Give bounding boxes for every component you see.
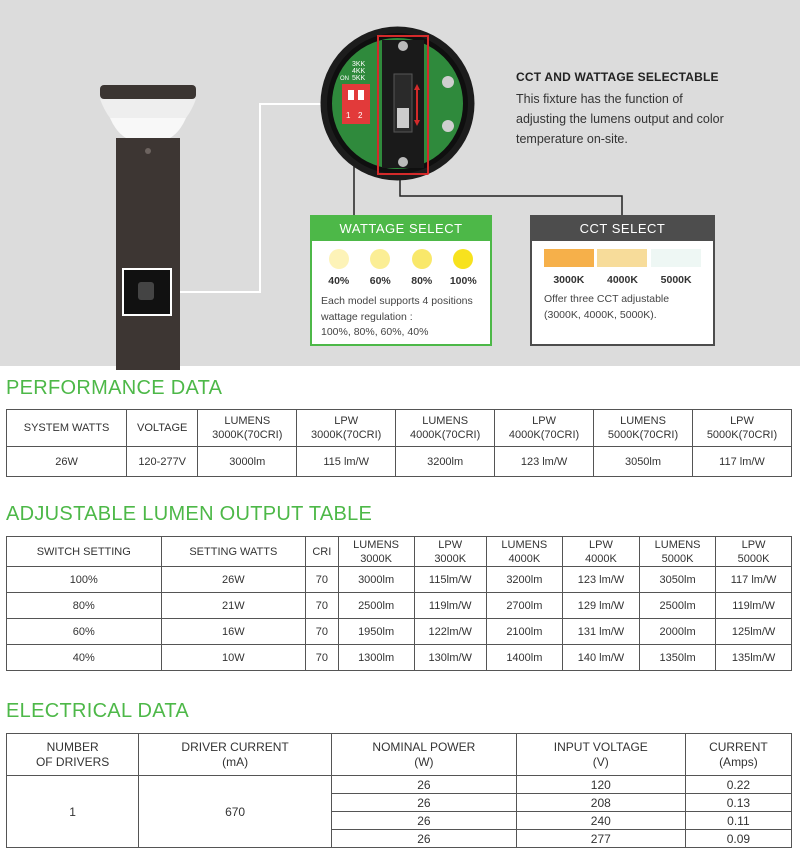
column-header bbox=[306, 537, 338, 567]
svg-text:3KK: 3KK bbox=[352, 61, 366, 68]
table-row bbox=[7, 776, 792, 794]
cct-option-label: 4000K bbox=[607, 274, 638, 286]
column-header bbox=[685, 734, 791, 776]
table-row bbox=[7, 645, 792, 671]
column-header-line: LPW bbox=[741, 538, 766, 551]
feature-hero-panel bbox=[0, 0, 800, 366]
table-cell: 125lm/W bbox=[716, 619, 792, 645]
table-cell: 208 bbox=[516, 794, 685, 812]
column-header bbox=[7, 410, 127, 447]
table-cell: 115 lm/W bbox=[297, 447, 396, 477]
column-header-line: NUMBER bbox=[46, 739, 99, 754]
table-cell: 3200lm bbox=[396, 447, 495, 477]
column-header bbox=[486, 537, 562, 567]
table-cell: 277 bbox=[516, 830, 685, 848]
table-cell: 60% bbox=[7, 619, 162, 645]
column-header-line: LUMENS bbox=[422, 415, 469, 427]
wattage-level-swatch bbox=[370, 249, 390, 269]
column-header-line: 5000K bbox=[737, 552, 770, 565]
svg-text:1: 1 bbox=[346, 111, 351, 120]
wattage-note-line: wattage regulation : bbox=[321, 310, 413, 323]
cct-option bbox=[650, 249, 702, 286]
adjustable-lumen-title: ADJUSTABLE LUMEN OUTPUT TABLE bbox=[6, 503, 373, 525]
cct-note-line: (3000K, 4000K, 5000K). bbox=[544, 308, 657, 321]
table-cell: 100% bbox=[7, 567, 162, 593]
wattage-level bbox=[402, 249, 442, 287]
wattage-note bbox=[312, 287, 490, 341]
table-cell: 21W bbox=[161, 593, 306, 619]
column-header-line: CRI bbox=[312, 545, 332, 558]
column-header-line: LPW bbox=[589, 538, 613, 551]
table-cell: 70 bbox=[306, 645, 338, 671]
wattage-level bbox=[319, 249, 359, 287]
bollard-light-fixture bbox=[88, 60, 208, 370]
cct-option bbox=[596, 249, 648, 286]
column-header bbox=[495, 410, 594, 447]
column-header-line: 3000K bbox=[434, 552, 467, 565]
column-header-line: VOLTAGE bbox=[137, 422, 188, 434]
column-header bbox=[516, 734, 685, 776]
table-cell: 140 lm/W bbox=[562, 645, 639, 671]
table-cell: 26W bbox=[7, 447, 127, 477]
table-cell: 119lm/W bbox=[414, 593, 486, 619]
table-cell: 0.09 bbox=[685, 830, 791, 848]
table-cell: 3200lm bbox=[486, 567, 562, 593]
column-header-line: (W) bbox=[414, 754, 434, 769]
column-header bbox=[414, 537, 486, 567]
wattage-note-line: Each model supports 4 positions bbox=[321, 295, 473, 307]
table-cell: 129 lm/W bbox=[562, 593, 639, 619]
column-header bbox=[139, 734, 332, 776]
table-cell: 3000lm bbox=[338, 567, 414, 593]
column-header bbox=[338, 537, 414, 567]
column-header-line: LPW bbox=[730, 415, 754, 427]
column-header-line: SYSTEM WATTS bbox=[23, 422, 110, 434]
table-cell: 2100lm bbox=[486, 619, 562, 645]
column-header-line: 4000K bbox=[508, 552, 541, 565]
driver-count-cell: 1 bbox=[7, 776, 139, 848]
column-header-line: 5000K bbox=[661, 552, 694, 565]
column-header-line: 3000K(70CRI) bbox=[212, 429, 283, 441]
wattage-level-swatch bbox=[412, 249, 432, 269]
column-header-line: LPW bbox=[532, 415, 556, 427]
table-cell: 2500lm bbox=[640, 593, 716, 619]
table-cell: 1350lm bbox=[640, 645, 716, 671]
table-cell: 16W bbox=[161, 619, 306, 645]
cct-color-swatch bbox=[544, 249, 594, 267]
table-cell: 3000lm bbox=[198, 447, 297, 477]
table-cell: 130lm/W bbox=[414, 645, 486, 671]
column-header bbox=[692, 410, 791, 447]
column-header-line: LUMENS bbox=[654, 538, 701, 551]
electrical-data-title: ELECTRICAL DATA bbox=[6, 700, 190, 722]
column-header-line: 3000K(70CRI) bbox=[311, 429, 382, 441]
cct-color-swatch bbox=[651, 249, 701, 267]
table-row bbox=[7, 593, 792, 619]
cct-option-label: 5000K bbox=[660, 274, 692, 286]
table-cell: 26 bbox=[331, 812, 516, 830]
column-header-line: (Amps) bbox=[719, 754, 758, 769]
table-cell: 117 lm/W bbox=[692, 447, 791, 477]
cct-note bbox=[532, 286, 713, 323]
table-cell: 70 bbox=[306, 593, 338, 619]
table-cell: 135lm/W bbox=[716, 645, 792, 671]
wattage-level bbox=[360, 249, 400, 287]
wattage-level bbox=[443, 249, 483, 287]
column-header-line: 5000K(70CRI) bbox=[607, 429, 679, 441]
cct-option-label: 3000K bbox=[553, 274, 585, 286]
table-row bbox=[7, 619, 792, 645]
column-header-line: LUMENS bbox=[501, 538, 548, 551]
cct-options bbox=[532, 241, 713, 286]
table-cell: 119lm/W bbox=[716, 593, 792, 619]
column-header bbox=[198, 410, 297, 447]
driver-board-closeup bbox=[320, 26, 475, 181]
column-header bbox=[161, 537, 306, 567]
column-header-line: 4000K(70CRI) bbox=[409, 429, 481, 441]
feature-description: This fixture has the function of adjusting the lumens output and color temperature on-site. bbox=[516, 92, 724, 146]
table-cell: 10W bbox=[161, 645, 306, 671]
column-header bbox=[396, 410, 495, 447]
column-header-line: LUMENS bbox=[353, 538, 400, 551]
table-cell: 26 bbox=[331, 776, 516, 794]
column-header-line: SETTING WATTS bbox=[189, 545, 278, 558]
table-row bbox=[7, 447, 792, 477]
svg-text:2: 2 bbox=[358, 111, 363, 120]
wattage-level-swatch bbox=[453, 249, 473, 269]
column-header-line: 4000K bbox=[585, 552, 617, 565]
table-cell: 26W bbox=[161, 567, 306, 593]
column-header-line: LPW bbox=[438, 538, 463, 551]
driver-current-cell: 670 bbox=[139, 776, 332, 848]
cct-color-swatch bbox=[597, 249, 647, 267]
column-header bbox=[127, 410, 198, 447]
svg-text:ON: ON bbox=[340, 76, 349, 82]
wattage-select-title: WATTAGE SELECT bbox=[312, 217, 490, 241]
column-header-line: DRIVER CURRENT bbox=[181, 739, 289, 754]
column-header-line: 5000K(70CRI) bbox=[706, 429, 778, 441]
table-cell: 123 lm/W bbox=[495, 447, 594, 477]
svg-text:5KK: 5KK bbox=[352, 75, 366, 82]
table-cell: 0.22 bbox=[685, 776, 791, 794]
wattage-level-label: 80% bbox=[411, 275, 433, 287]
table-cell: 3050lm bbox=[640, 567, 716, 593]
cct-option bbox=[543, 249, 595, 286]
column-header-line: INPUT VOLTAGE bbox=[553, 739, 648, 754]
wattage-note-line: 100%, 80%, 60%, 40% bbox=[321, 326, 429, 338]
table-cell: 117 lm/W bbox=[716, 567, 792, 593]
table-cell: 0.11 bbox=[685, 812, 791, 830]
column-header-line: LPW bbox=[334, 415, 359, 427]
table-cell: 40% bbox=[7, 645, 162, 671]
column-header-line: (V) bbox=[592, 754, 609, 769]
column-header-line: 3000K bbox=[360, 552, 392, 565]
column-header-line: NOMINAL POWER bbox=[372, 739, 476, 754]
column-header bbox=[594, 410, 693, 447]
table-cell: 80% bbox=[7, 593, 162, 619]
column-header-line: LUMENS bbox=[224, 415, 271, 427]
wattage-select-panel bbox=[310, 215, 492, 346]
wattage-level-label: 100% bbox=[449, 275, 477, 287]
cct-note-line: Offer three CCT adjustable bbox=[544, 293, 670, 305]
table-cell: 120 bbox=[516, 776, 685, 794]
wattage-level-label: 60% bbox=[369, 275, 391, 287]
wattage-level-label: 40% bbox=[328, 275, 350, 287]
table-cell: 3050lm bbox=[594, 447, 693, 477]
column-header-line: (mA) bbox=[222, 754, 249, 769]
table-cell: 2700lm bbox=[486, 593, 562, 619]
column-header bbox=[7, 734, 139, 776]
wattage-levels bbox=[312, 241, 490, 287]
column-header bbox=[7, 537, 162, 567]
column-header-line: SWITCH SETTING bbox=[36, 545, 131, 558]
column-header bbox=[640, 537, 716, 567]
table-cell: 26 bbox=[331, 830, 516, 848]
column-header bbox=[331, 734, 516, 776]
cct-select-panel bbox=[530, 215, 715, 346]
performance-data-title: PERFORMANCE DATA bbox=[6, 377, 223, 399]
table-cell: 115lm/W bbox=[414, 567, 486, 593]
table-cell: 1300lm bbox=[338, 645, 414, 671]
column-header-line: 4000K(70CRI) bbox=[508, 429, 580, 441]
table-cell: 240 bbox=[516, 812, 685, 830]
switch-access-callout-box bbox=[122, 268, 172, 316]
table-cell: 122lm/W bbox=[414, 619, 486, 645]
table-row bbox=[7, 567, 792, 593]
table-cell: 2500lm bbox=[338, 593, 414, 619]
feature-heading: CCT AND WATTAGE SELECTABLE bbox=[516, 70, 719, 84]
wattage-level-swatch bbox=[329, 249, 349, 269]
adjustable-lumen-table bbox=[6, 536, 792, 671]
column-header-line: OF DRIVERS bbox=[35, 754, 110, 769]
column-header-line: CURRENT bbox=[709, 739, 768, 754]
column-header bbox=[297, 410, 396, 447]
table-cell: 1400lm bbox=[486, 645, 562, 671]
table-cell: 70 bbox=[306, 567, 338, 593]
table-cell: 131 lm/W bbox=[562, 619, 639, 645]
table-cell: 2000lm bbox=[640, 619, 716, 645]
column-header bbox=[562, 537, 639, 567]
electrical-data-table bbox=[6, 733, 792, 848]
table-cell: 70 bbox=[306, 619, 338, 645]
svg-text:4KK: 4KK bbox=[352, 68, 366, 75]
performance-data-table bbox=[6, 409, 792, 477]
table-cell: 1950lm bbox=[338, 619, 414, 645]
column-header-line: LUMENS bbox=[620, 415, 666, 427]
column-header bbox=[716, 537, 792, 567]
cct-select-title: CCT SELECT bbox=[532, 217, 713, 241]
table-cell: 120-277V bbox=[127, 447, 198, 477]
table-cell: 26 bbox=[331, 794, 516, 812]
table-cell: 0.13 bbox=[685, 794, 791, 812]
table-cell: 123 lm/W bbox=[562, 567, 639, 593]
